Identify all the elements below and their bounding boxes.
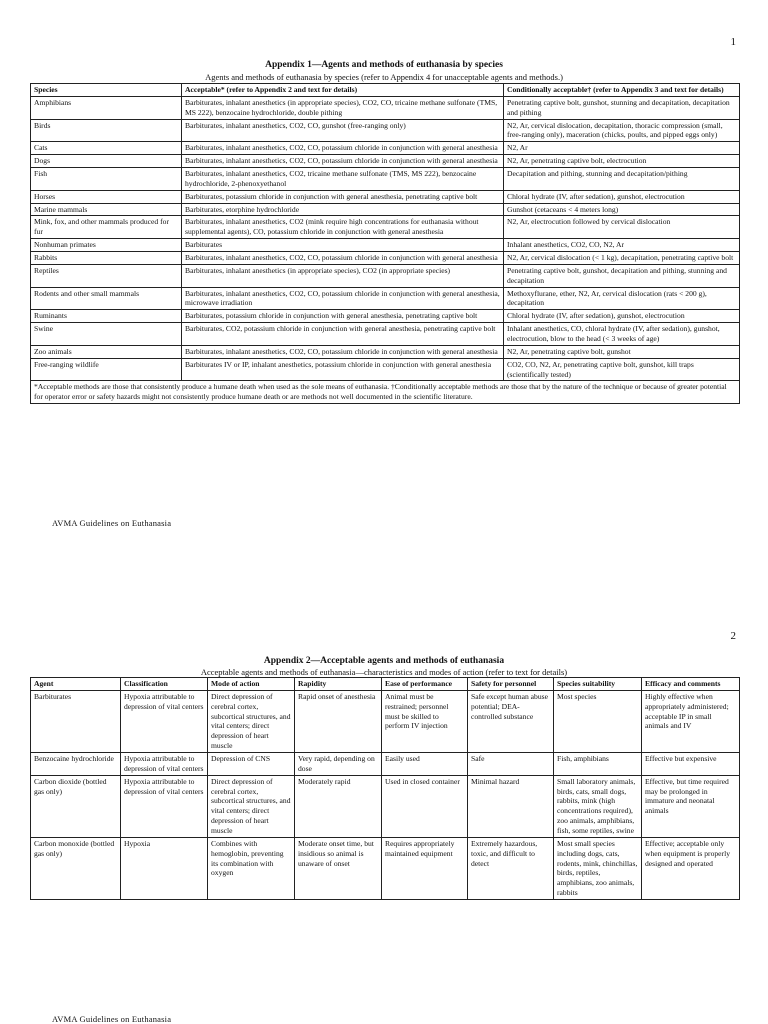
column-header: Safety for personnel [468,678,554,691]
table-cell: Rapid onset of anesthesia [295,690,382,752]
table-row [31,753,740,776]
table-cell: Barbiturates, CO2, potassium chloride in conjunction with general anesthesia, penetrating captive bolt [182,323,504,346]
table-cell: Hypoxia attributable to depression of vital centers [121,690,208,752]
table-cell: Chloral hydrate (IV, after sedation), gunshot, electrocution [504,190,740,203]
agents-characteristics-table [30,677,740,900]
table-row [31,239,740,252]
footnote-row [31,381,740,404]
table-cell: Mink, fox, and other mammals produced for fur [31,216,182,239]
table-cell: N2, Ar, penetrating captive bolt, gunshot [504,345,740,358]
table-cell: Effective, but time required may be prolonged in immature and neonatal animals [642,775,740,837]
table-row [31,264,740,287]
column-header: Mode of action [208,678,295,691]
column-header: Ease of performance [382,678,468,691]
table-cell: Nonhuman primates [31,239,182,252]
column-header: Acceptable* (refer to Appendix 2 and text for details) [182,84,504,97]
table-cell: Methoxyflurane, ether, N2, Ar, cervical dislocation (rats < 200 g), decapitation [504,287,740,310]
table-cell: Animal must be restrained; personnel must be skilled to perform IV injection [382,690,468,752]
table-row [31,252,740,265]
table-cell: Cats [31,142,182,155]
table-cell: Carbon monoxide (bottled gas only) [31,837,121,899]
table-cell: Zoo animals [31,345,182,358]
column-header: Agent [31,678,121,691]
table-cell: Penetrating captive bolt, gunshot, stunning and decapitation, decapitation and pithing [504,96,740,119]
table-row [31,287,740,310]
table-cell: Amphibians [31,96,182,119]
table-row [31,168,740,191]
table-cell: Barbiturates, inhalant anesthetics, CO2, CO, potassium chloride in conjunction with general anesthesia, microwave irradiation [182,287,504,310]
table-cell: Horses [31,190,182,203]
table-cell: Marine mammals [31,203,182,216]
table-cell: Hypoxia attributable to depression of vital centers [121,775,208,837]
table-cell: Extremely hazardous, toxic, and difficult to detect [468,837,554,899]
table-cell: Barbiturates, inhalant anesthetics (in appropriate species), CO2, CO, tricaine methane sulfonate (TMS, MS 222), benzocaine hydrochloride, double pithing [182,96,504,119]
table-cell: Direct depression of cerebral cortex, subcortical structures, and vital centers; direct depression of heart muscle [208,690,295,752]
table-cell: Gunshot (cetaceans < 4 meters long) [504,203,740,216]
page-2 [0,612,768,1024]
table-cell: Small laboratory animals, birds, cats, small dogs, rabbits, mink (high concentrations required), zoo animals, amphibians, fish, some reptiles, swine [554,775,642,837]
table-cell: Chloral hydrate (IV, after sedation), gunshot, electrocution [504,310,740,323]
table-cell: Fish, amphibians [554,753,642,776]
table-cell: Barbiturates, etorphine hydrochloride [182,203,504,216]
table-row [31,216,740,239]
table-cell: Safe [468,753,554,776]
table-cell: N2, Ar, cervical dislocation, decapitation, thoracic compression (small, free-ranging only), maceration (chicks, poults, and pipped eggs only) [504,119,740,142]
column-header: Efficacy and comments [642,678,740,691]
table-cell: Barbiturates, inhalant anesthetics, CO2, CO, potassium chloride in conjunction with general anesthesia [182,252,504,265]
table-row [31,837,740,899]
column-header: Rapidity [295,678,382,691]
table-cell: Swine [31,323,182,346]
table-cell: Barbiturates, inhalant anesthetics (in appropriate species), CO2 (in appropriate species) [182,264,504,287]
table-cell: Highly effective when appropriately administered; acceptable IP in small animals and IV [642,690,740,752]
page-footer: AVMA Guidelines on Euthanasia [52,518,172,528]
table-cell: N2, Ar [504,142,740,155]
column-header: Species [31,84,182,97]
table-cell: Barbiturates, inhalant anesthetics, CO2, CO, potassium chloride in conjunction with general anesthesia [182,155,504,168]
table-cell: Barbiturates, potassium chloride in conjunction with general anesthesia, penetrating captive bolt [182,310,504,323]
table-cell: Effective but expensive [642,753,740,776]
table-row [31,96,740,119]
table-cell: Effective; acceptable only when equipment is properly designed and operated [642,837,740,899]
table-row [31,690,740,752]
table-row [31,155,740,168]
table-cell: Very rapid, depending on dose [295,753,382,776]
table-cell: Used in closed container [382,775,468,837]
table-cell: CO2, CO, N2, Ar, penetrating captive bolt, gunshot, kill traps (scientifically tested) [504,358,740,381]
table-cell: Ruminants [31,310,182,323]
table-cell: Moderately rapid [295,775,382,837]
appendix-1-subtitle: Agents and methods of euthanasia by species (refer to Appendix 4 for unacceptable agents and methods.) [205,72,563,82]
table-cell: Rabbits [31,252,182,265]
table-cell: Barbiturates, inhalant anesthetics, CO2, CO, potassium chloride in conjunction with general anesthesia [182,345,504,358]
table-row [31,310,740,323]
table-cell: Birds [31,119,182,142]
table-cell: Direct depression of cerebral cortex, subcortical structures, and vital centers; direct depression of heart muscle [208,775,295,837]
table-cell: Safe except human abuse potential; DEA-controlled substance [468,690,554,752]
table-row [31,203,740,216]
table-cell: Fish [31,168,182,191]
appendix-1-title: Appendix 1—Agents and methods of euthanasia by species [265,60,503,70]
table-cell: Barbiturates [182,239,504,252]
table-row [31,323,740,346]
table-cell: Depression of CNS [208,753,295,776]
table-row [31,345,740,358]
table-cell: Barbiturates, inhalant anesthetics, CO2, CO, potassium chloride in conjunction with general anesthesia [182,142,504,155]
table-cell: Combines with hemoglobin, preventing its combination with oxygen [208,837,295,899]
table-cell: Carbon dioxide (bottled gas only) [31,775,121,837]
table-cell: Hypoxia [121,837,208,899]
table-row [31,775,740,837]
table-cell: Dogs [31,155,182,168]
table-row [31,190,740,203]
table-cell: Inhalant anesthetics, CO, chloral hydrate (IV, after sedation), gunshot, electrocution, blow to the head (< 3 weeks of age) [504,323,740,346]
table-cell: Most small species including dogs, cats, rodents, mink, chinchillas, birds, reptiles, amphibians, zoo animals, rabbits [554,837,642,899]
table-cell: Minimal hazard [468,775,554,837]
table-cell: N2, Ar, cervical dislocation (< 1 kg), decapitation, penetrating captive bolt [504,252,740,265]
table-cell: Reptiles [31,264,182,287]
column-header: Classification [121,678,208,691]
table-cell: Moderate onset time, but insidious so animal is unaware of onset [295,837,382,899]
table-row [31,358,740,381]
table-cell: Penetrating captive bolt, gunshot, decapitation and pithing, stunning and decapitation [504,264,740,287]
table-cell: Barbiturates IV or IP, inhalant anesthetics, potassium chloride in conjunction with general anesthesia [182,358,504,381]
table-cell: Benzocaine hydrochloride [31,753,121,776]
table-cell: N2, Ar, electrocution followed by cervical dislocation [504,216,740,239]
column-header: Conditionally acceptable† (refer to Appendix 3 and text for details) [504,84,740,97]
table-cell: N2, Ar, penetrating captive bolt, electrocution [504,155,740,168]
table-cell: Most species [554,690,642,752]
table-cell: Requires appropriately maintained equipment [382,837,468,899]
page-number: 2 [730,630,736,642]
table-cell: Barbiturates, potassium chloride in conjunction with general anesthesia, penetrating captive bolt [182,190,504,203]
page-number: 1 [730,36,736,48]
table-cell: Barbiturates, inhalant anesthetics, CO2 (mink require high concentrations for euthanasia without supplemental agents), CO, potassium chloride in conjunction with general anesthesia [182,216,504,239]
table-cell: Rodents and other small mammals [31,287,182,310]
column-header: Species suitability [554,678,642,691]
appendix-2-subtitle: Acceptable agents and methods of euthanasia—characteristics and modes of action (refer to text for details) [200,667,568,677]
table-cell: Barbiturates, inhalant anesthetics, CO2, CO, gunshot (free-ranging only) [182,119,504,142]
table-cell: Decapitation and pithing, stunning and decapitation/pithing [504,168,740,191]
table-cell: Easily used [382,753,468,776]
page-footer: AVMA Guidelines on Euthanasia [52,1014,172,1024]
table-footnote: *Acceptable methods are those that consistently produce a humane death when used as the sole means of euthanasia. †Conditionally acceptable methods are those that by the nature of the technique or because of greater potential for operator error or safety hazards might not consistently produce humane death or are methods not well documented in the scientific literature. [31,381,740,404]
table-cell: Barbiturates [31,690,121,752]
table-cell: Barbiturates, inhalant anesthetics, CO2, tricaine methane sulfonate (TMS, MS 222), benzocaine hydrochloride, 2-phenoxyethanol [182,168,504,191]
table-cell: Inhalant anesthetics, CO2, CO, N2, Ar [504,239,740,252]
table-cell: Free-ranging wildlife [31,358,182,381]
species-methods-table [30,83,740,404]
appendix-2-title: Appendix 2—Acceptable agents and methods of euthanasia [263,656,505,666]
table-row [31,119,740,142]
table-row [31,142,740,155]
table-cell: Hypoxia attributable to depression of vital centers [121,753,208,776]
